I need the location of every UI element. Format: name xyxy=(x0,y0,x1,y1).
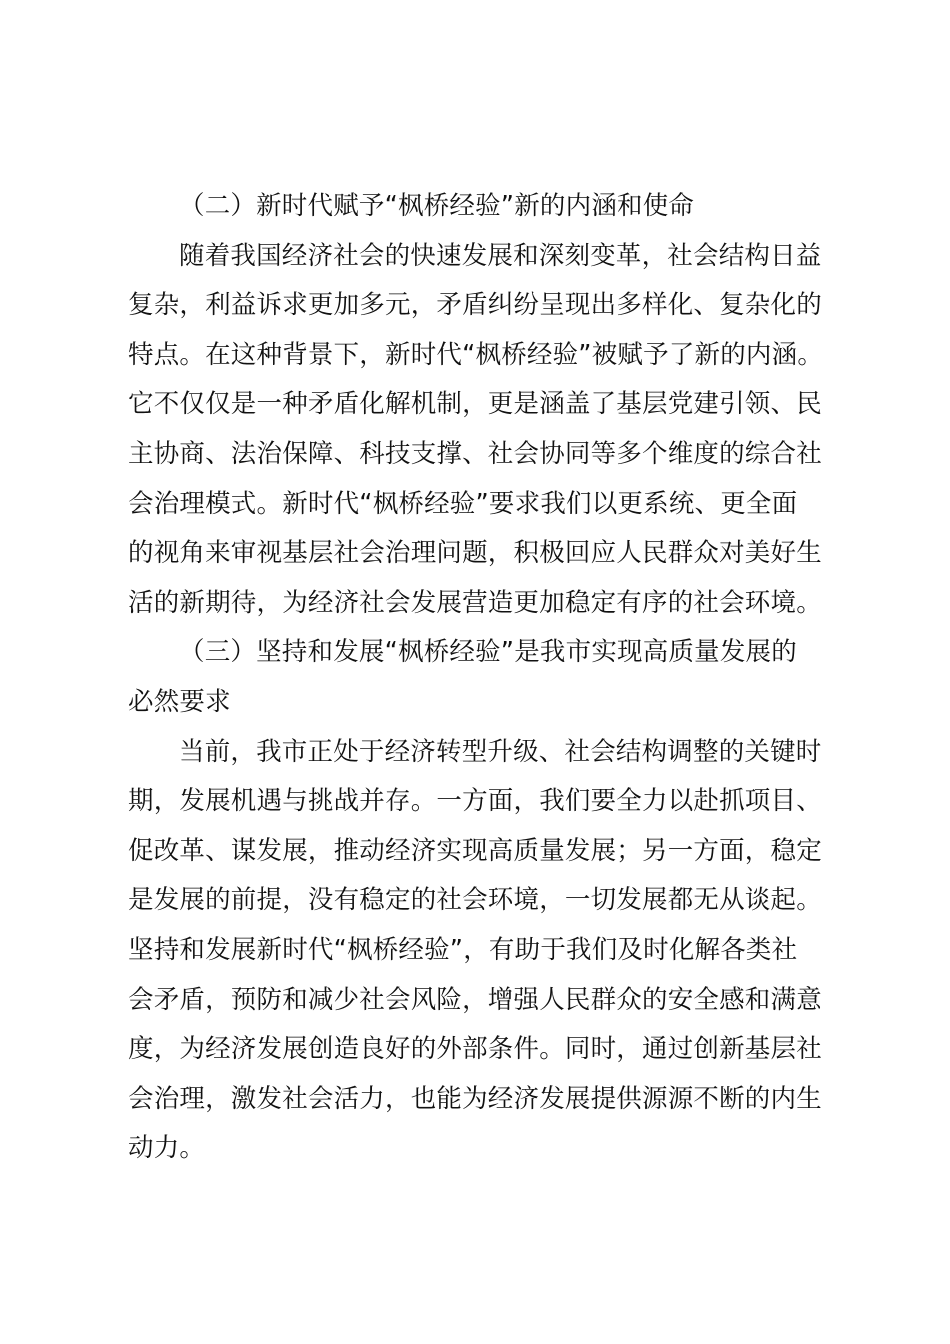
paragraph-line: 促改革、谋发展，推动经济实现高质量发展；另一方面，稳定 xyxy=(128,835,822,866)
paragraph-line: 主协商、法治保障、科技支撑、社会协同等多个维度的综合社 xyxy=(128,438,822,469)
paragraph-line: 是发展的前提，没有稳定的社会环境，一切发展都无从谈起。 xyxy=(128,885,822,916)
paragraph-line: 随着我国经济社会的快速发展和深刻变革，社会结构日益 xyxy=(179,240,822,271)
paragraph-line: 度，为经济发展创造良好的外部条件。同时，通过创新基层社 xyxy=(128,1034,822,1065)
paragraph-line: 会治理模式。新时代“枫桥经验”要求我们以更系统、更全面 xyxy=(128,488,798,519)
paragraph-line: 复杂，利益诉求更加多元，矛盾纠纷呈现出多样化、复杂化的 xyxy=(128,290,822,321)
section-heading-2 xyxy=(128,182,832,232)
heading-line: 必然要求 xyxy=(128,686,231,717)
paragraph-3 xyxy=(128,728,832,1174)
document-body xyxy=(128,182,832,1174)
paragraph-line: 当前，我市正处于经济转型升级、社会结构调整的关键时 xyxy=(179,736,822,767)
paragraph-line: 坚持和发展新时代“枫桥经验”，有助于我们及时化解各类社 xyxy=(128,934,798,965)
heading-line: （三）坚持和发展“枫桥经验”是我市实现高质量发展的 xyxy=(179,637,797,668)
paragraph-line: 期，发展机遇与挑战并存。一方面，我们要全力以赴抓项目、 xyxy=(128,786,822,817)
paragraph-line: 会治理，激发社会活力，也能为经济发展提供源源不断的内生 xyxy=(128,1083,822,1114)
paragraph-line: 它不仅仅是一种矛盾化解机制，更是涵盖了基层党建引领、民 xyxy=(128,389,822,420)
paragraph-line: 会矛盾，预防和减少社会风险，增强人民群众的安全感和满意 xyxy=(128,984,822,1015)
paragraph-2 xyxy=(128,232,832,629)
paragraph-line: 的视角来审视基层社会治理问题，积极回应人民群众对美好生 xyxy=(128,538,822,569)
heading-line: （二）新时代赋予“枫桥经验”新的内涵和使命 xyxy=(179,191,695,221)
paragraph-line: 特点。在这种背景下，新时代“枫桥经验”被赋予了新的内涵。 xyxy=(128,339,824,370)
paragraph-line: 动力。 xyxy=(128,1133,206,1164)
paragraph-line: 活的新期待，为经济社会发展营造更加稳定有序的社会环境。 xyxy=(128,587,822,618)
section-heading-3 xyxy=(128,628,832,727)
